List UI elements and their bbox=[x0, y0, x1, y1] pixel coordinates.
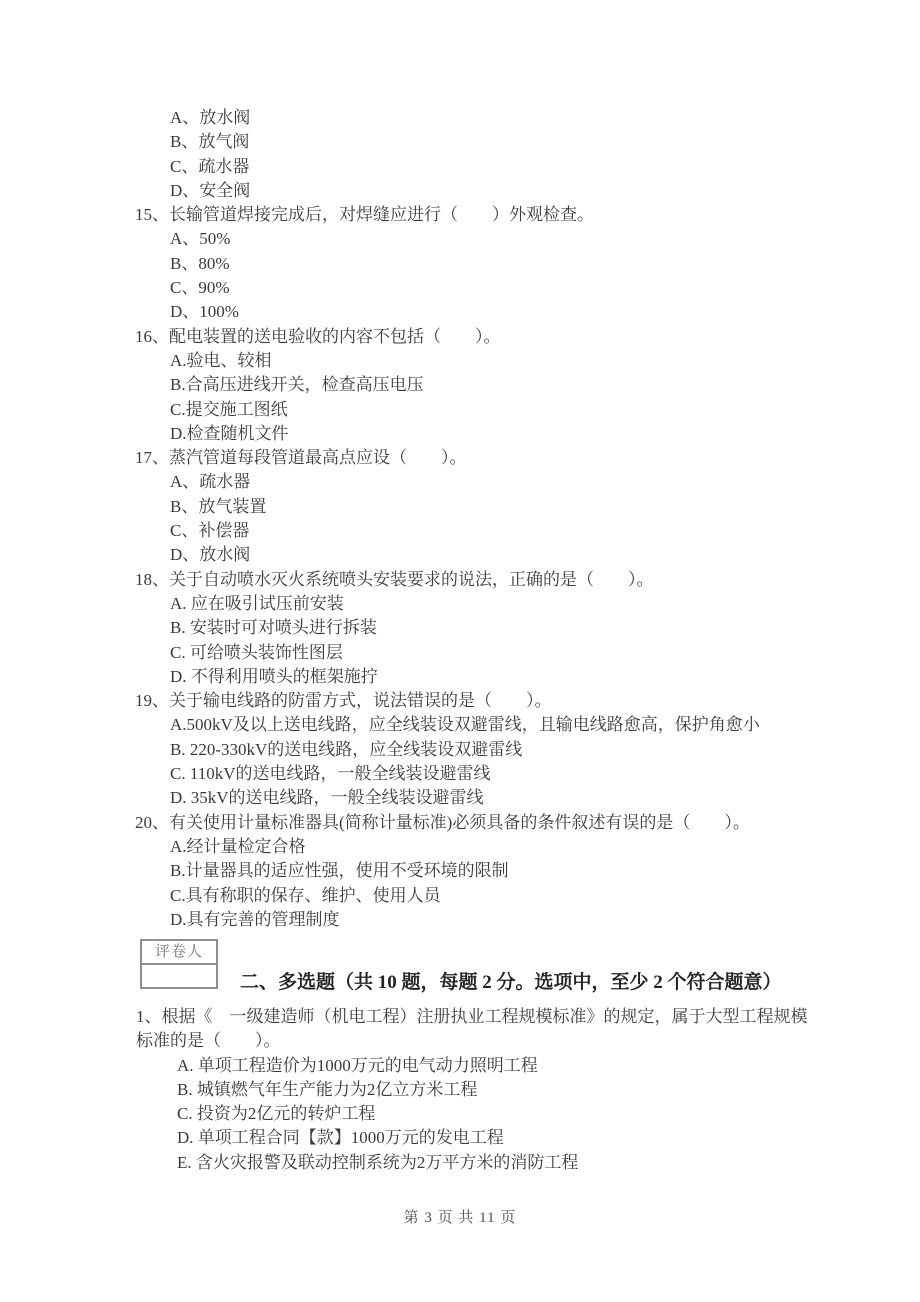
question-number: 17、 bbox=[135, 448, 169, 468]
option-line: D.检查随机文件 bbox=[170, 423, 289, 443]
option-line: A、疏水器 bbox=[170, 472, 251, 492]
question-stem bbox=[136, 1005, 818, 1054]
option-line: B. 安装时可对喷头进行拆装 bbox=[170, 618, 377, 638]
option-line: C.具有称职的保存、维护、使用人员 bbox=[170, 885, 441, 905]
question-number: 16、 bbox=[135, 326, 169, 346]
option-line: B. 220-330kV的送电线路，应全线装设双避雷线 bbox=[170, 739, 523, 759]
option-line: D. 不得利用喷头的框架施拧 bbox=[170, 666, 378, 686]
question-text: 蒸汽管道每段管道最高点应设（ ）。 bbox=[169, 448, 467, 468]
question-number: 1、 bbox=[136, 1007, 162, 1026]
question-stem bbox=[0, 689, 920, 713]
option-line: E. 含火灾报警及联动控制系统为2万平方米的消防工程 bbox=[177, 1152, 579, 1172]
option-line: A. 单项工程造价为1000万元的电气动力照明工程 bbox=[177, 1055, 538, 1075]
option-line: A、50% bbox=[170, 229, 231, 249]
question-text: 根据《 一级建造师（机电工程）注册执业工程规模标准》的规定，属于大型工程规模标准的是（ ）。 bbox=[136, 1007, 808, 1051]
page-footer: 第 3 页 共 11 页 bbox=[403, 1210, 517, 1226]
option-line: D、100% bbox=[170, 302, 239, 322]
option-line: A. 应在吸引试压前安装 bbox=[170, 593, 344, 613]
option-line: B.计量器具的适应性强，使用不受环境的限制 bbox=[170, 861, 509, 881]
question-stem bbox=[0, 203, 920, 227]
question-number: 15、 bbox=[135, 205, 169, 225]
grader-box-label: 评卷人 bbox=[142, 941, 216, 965]
option-line: D、安全阀 bbox=[170, 180, 251, 200]
option-line: D、放水阀 bbox=[170, 545, 251, 565]
option-line: C、疏水器 bbox=[170, 156, 250, 176]
question-number: 20、 bbox=[135, 812, 169, 832]
option-line: A.验电、较相 bbox=[170, 350, 272, 370]
option-line: D. 单项工程合同【款】1000万元的发电工程 bbox=[177, 1128, 504, 1148]
question-stem bbox=[0, 811, 920, 835]
option-line: C. 110kV的送电线路，一般全线装设避雷线 bbox=[170, 764, 491, 784]
grader-box bbox=[140, 939, 218, 989]
option-line: B、80% bbox=[170, 253, 230, 273]
option-line: C. 投资为2亿元的转炉工程 bbox=[177, 1104, 376, 1124]
question-text: 配电装置的送电验收的内容不包括（ ）。 bbox=[169, 326, 501, 346]
question-text: 长输管道焊接完成后，对焊缝应进行（ ）外观检查。 bbox=[169, 205, 594, 225]
option-line: B、放气阀 bbox=[170, 132, 250, 152]
option-line: B、放气装置 bbox=[170, 496, 267, 516]
grader-box-empty-cell bbox=[142, 965, 216, 987]
question-text: 关于输电线路的防雷方式，说法错误的是（ ）。 bbox=[169, 691, 552, 711]
question-stem bbox=[0, 446, 920, 470]
option-line: A.500kV及以上送电线路，应全线装设双避雷线，且输电线路愈高，保护角愈小 bbox=[170, 715, 760, 735]
section-heading: 二、多选题（共 10 题，每题 2 分。选项中，至少 2 个符合题意） bbox=[240, 972, 782, 993]
option-line: B.合高压进线开关，检查高压电压 bbox=[170, 375, 424, 395]
question-stem bbox=[0, 568, 920, 592]
option-line: C.提交施工图纸 bbox=[170, 399, 288, 419]
single-choice-section bbox=[0, 106, 920, 932]
question-text: 有关使用计量标准器具(简称计量标准)必须具备的条件叙述有误的是（ ）。 bbox=[169, 812, 750, 832]
multi-choice-section bbox=[0, 1005, 920, 1175]
option-line: A.经计量检定合格 bbox=[170, 836, 306, 856]
option-line: B. 城镇燃气年生产能力为2亿立方米工程 bbox=[177, 1079, 478, 1099]
option-line: C. 可给喷头装饰性图层 bbox=[170, 642, 343, 662]
option-line: C、90% bbox=[170, 278, 230, 298]
option-line: A、放水阀 bbox=[170, 108, 251, 127]
question-number: 18、 bbox=[135, 569, 169, 589]
question-number: 19、 bbox=[135, 691, 169, 711]
question-text: 关于自动喷水灭火系统喷头安装要求的说法，正确的是（ ）。 bbox=[169, 569, 654, 589]
option-line: C、补偿器 bbox=[170, 521, 250, 541]
question-stem bbox=[0, 325, 920, 349]
option-line: D.具有完善的管理制度 bbox=[170, 909, 340, 929]
option-line: D. 35kV的送电线路，一般全线装设避雷线 bbox=[170, 788, 484, 808]
